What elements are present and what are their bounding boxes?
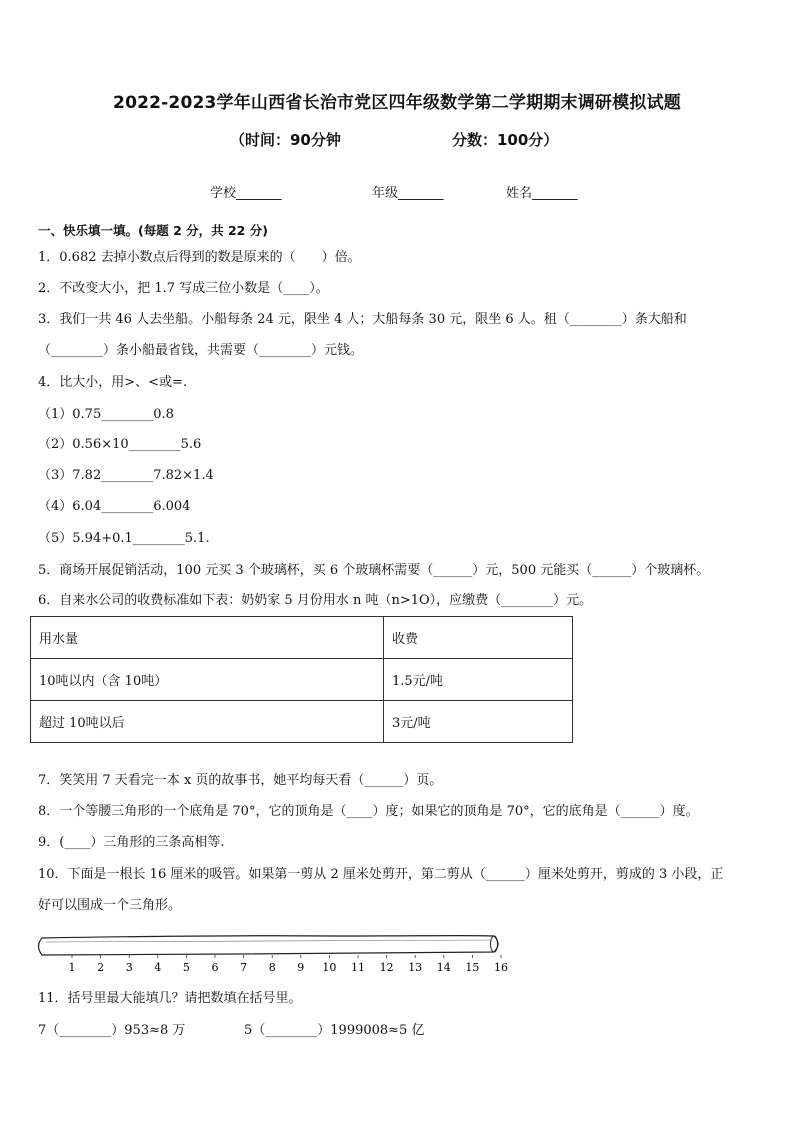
ruler-tick-label: 10: [322, 961, 337, 974]
water-fee-table: [30, 616, 573, 743]
question-10-line2: 好可以围成一个三角形。: [38, 898, 182, 913]
ruler-tick-label: 5: [182, 961, 190, 974]
ruler-tick-label: 1: [68, 961, 76, 974]
table-cell: 10吨以内（含 10吨）: [31, 659, 384, 701]
question-3-line1: 3．我们一共 46 人去坐船。小船每条 24 元，限坐 4 人；大船每条 30 元，限坐 6 人。租（________）条大船和: [38, 312, 687, 327]
table-header-row: [31, 617, 573, 659]
question-4-item: （1）0.75________0.8: [38, 407, 174, 422]
question-9: 9．(____）三角形的三条高相等.: [38, 835, 225, 850]
straw-outline: [39, 936, 499, 955]
table-row: [31, 659, 573, 701]
question-10-line1: 10．下面是一根长 16 厘米的吸管。如果第一剪从 2 厘米处剪开，第二剪从（______）厘米处剪开，剪成的 3 小段，正: [38, 867, 724, 882]
school-field[interactable]: 学校_______: [210, 186, 282, 201]
table-header-cell: 用水量: [31, 617, 384, 659]
ruler-tick-label: 11: [351, 961, 365, 974]
question-2: 2．不改变大小，把 1.7 写成三位小数是（____）。: [38, 281, 329, 296]
name-field[interactable]: 姓名_______: [506, 186, 578, 201]
table-header-cell: 收费: [384, 617, 573, 659]
question-5: 5．商场开展促销活动，100 元买 3 个玻璃杯，买 6 个玻璃杯需要（______）元，500 元能买（______）个玻璃杯。: [38, 563, 710, 578]
straw-ruler-figure: [36, 932, 506, 976]
table-cell: 超过 10吨以后: [31, 701, 384, 743]
ruler-tick-label: 8: [268, 961, 276, 974]
question-11-a: 7（________）953≈8 万: [38, 1023, 186, 1038]
question-4: 4．比大小，用>、<或=.: [38, 375, 188, 390]
table-cell: 1.5元/吨: [384, 659, 573, 701]
ruler-tick-label: 2: [97, 961, 105, 974]
ruler-tick-label: 13: [408, 961, 423, 974]
ruler-tick-label: 15: [465, 961, 480, 974]
ruler-tick-label: 4: [154, 961, 162, 974]
question-7: 7．笑笑用 7 天看完一本 x 页的故事书，她平均每天看（______）页。: [38, 773, 443, 788]
ruler-tick-label: 14: [436, 961, 451, 974]
question-3-line2: （________）条小船最省钱，共需要（________）元钱。: [38, 343, 364, 358]
question-4-item: （5）5.94+0.1________5.1.: [38, 531, 210, 546]
ruler-tick-label: 12: [379, 961, 394, 974]
exam-score: 分数：100分）: [452, 131, 559, 149]
section-heading: 一、快乐填一填。(每题 2 分，共 22 分): [38, 223, 268, 238]
ruler-tick-label: 3: [125, 961, 133, 974]
question-4-item: （3）7.82________7.82×1.4: [38, 468, 214, 483]
question-11: 11．括号里最大能填几？请把数填在括号里。: [38, 991, 302, 1006]
question-1: 1．0.682 去掉小数点后得到的数是原来的（ ）倍。: [38, 250, 361, 265]
table-cell: 3元/吨: [384, 701, 573, 743]
ruler-tick-label: 6: [211, 961, 219, 974]
ruler-tick-label: 9: [297, 961, 305, 974]
question-4-item: （2）0.56×10________5.6: [38, 437, 202, 452]
ruler-tick-label: 7: [240, 961, 248, 974]
table-row: [31, 701, 573, 743]
grade-field[interactable]: 年级_______: [372, 186, 444, 201]
ruler-ticks: [69, 955, 509, 974]
question-8: 8．一个等腰三角形的一个底角是 70°，它的顶角是（____）度；如果它的顶角是 70°，它的底角是（______）度。: [38, 804, 699, 819]
exam-time: （时间：90分钟: [230, 131, 341, 149]
page-title: 2022-2023学年山西省长治市党区四年级数学第二学期期末调研模拟试题: [113, 93, 681, 113]
question-6: 6．自来水公司的收费标准如下表：奶奶家 5 月份用水 n 吨（n>1O），应缴费（________）元。: [38, 593, 593, 608]
question-11-b: 5（________）1999008≈5 亿: [244, 1023, 425, 1038]
ruler-tick-label: 16: [494, 961, 508, 974]
question-4-item: （4）6.04________6.004: [38, 499, 191, 514]
